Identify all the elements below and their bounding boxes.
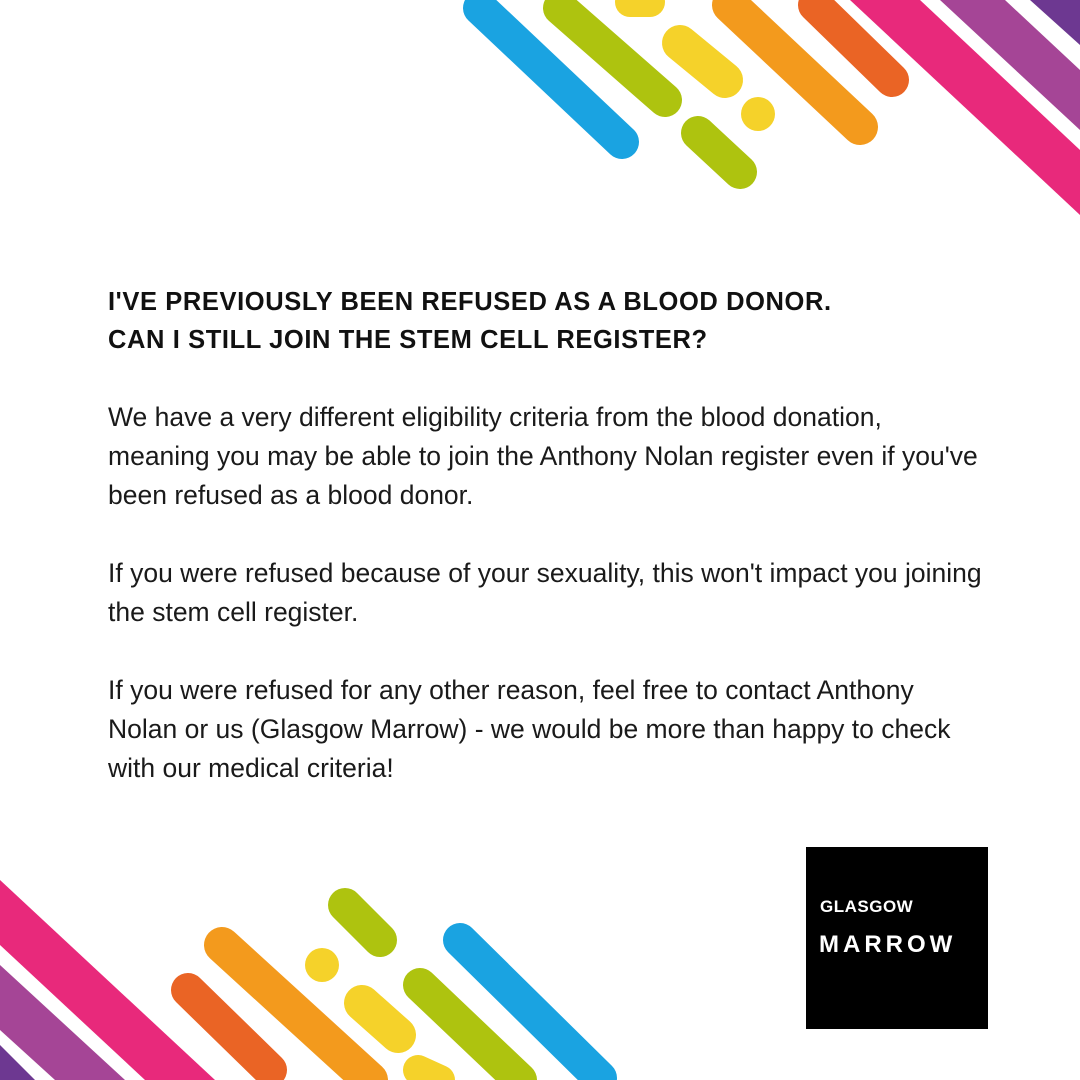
paragraph-sexuality: If you were refused because of your sexuality, this won't impact you joining the stem cell register. xyxy=(108,558,982,627)
stripe-redorange-bottom xyxy=(188,990,270,1070)
heading-line-2: CAN I STILL JOIN THE STEM CELL REGISTER? xyxy=(108,326,708,354)
dot-yellow-bottom xyxy=(305,948,339,982)
stripe-yellow-bottom-low xyxy=(418,1070,440,1080)
paragraph-eligibility: We have a very different eligibility criteria from the blood donation, meaning you may be able to join the Anthony Nolan register even if you've been refused as a blood donor. xyxy=(108,402,978,510)
top-stripes xyxy=(480,0,1080,215)
page-heading xyxy=(108,283,988,359)
paragraph-contact: If you were refused for any other reason, feel free to contact Anthony Nolan or us (Glasgow Marrow) - we would be more than happy to check with our medical criteria! xyxy=(108,675,951,783)
band-pink-top xyxy=(850,0,1080,215)
logo-line-1: GLASGOW xyxy=(820,897,914,916)
dot-yellow-top xyxy=(741,97,775,131)
stripe-lime-short-top xyxy=(698,133,740,172)
stripe-lime-bottom-short xyxy=(345,905,380,940)
bottom-stripes xyxy=(0,880,600,1080)
heading-line-1: I'VE PREVIOUSLY BEEN REFUSED AS A BLOOD DONOR. xyxy=(108,288,832,316)
glasgow-marrow-logo xyxy=(806,847,988,1029)
logo-line-2: MARROW xyxy=(819,931,957,958)
stripe-yellow-top xyxy=(680,43,725,80)
stripe-yellow-bottom xyxy=(362,1003,398,1035)
